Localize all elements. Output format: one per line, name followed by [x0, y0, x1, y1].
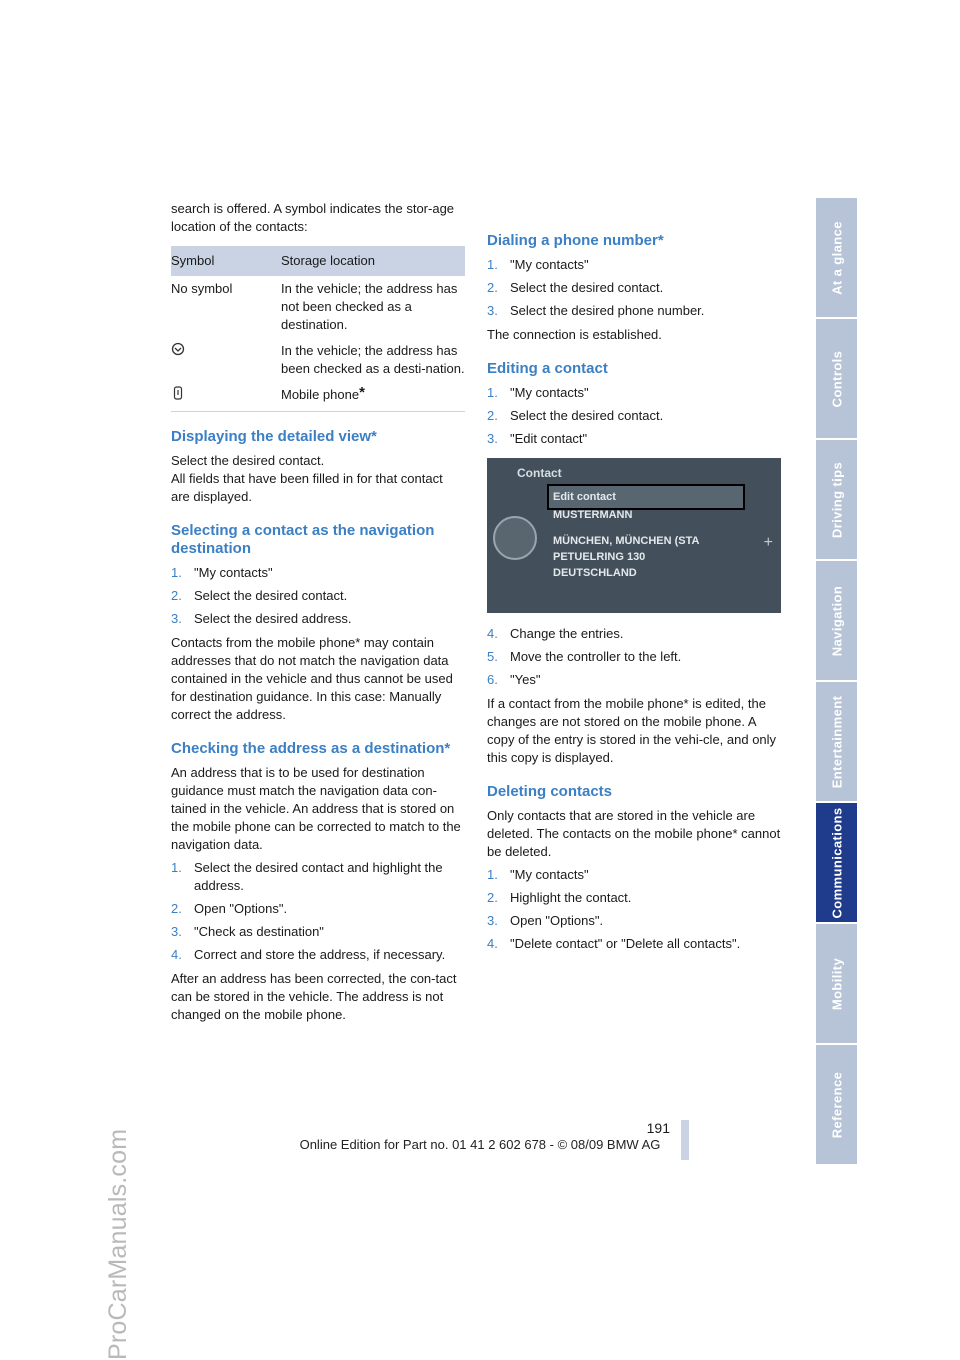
symbol-cell: No symbol [171, 281, 233, 296]
check-note: After an address has been corrected, the con-tact can be stored in the vehicle. The address is not changed on the mobile phone. [171, 971, 457, 1022]
heading-navigation-destination: Selecting a contact as the navigation destination [171, 522, 435, 557]
plus-icon: + [763, 534, 773, 551]
dial-steps [487, 256, 781, 320]
edit-contact-item[interactable]: Edit contact [547, 484, 745, 510]
chapter-tabs [816, 198, 857, 1166]
tab-controls[interactable]: Controls [816, 319, 857, 438]
intro-text: search is offered. A symbol indicates the stor-age location of the contacts: [171, 201, 455, 234]
delete-steps [487, 866, 781, 953]
tab-entertainment[interactable]: Entertainment [816, 682, 857, 801]
list-item: 6. "Yes" [487, 672, 541, 687]
tab-mobility[interactable]: Mobility [816, 924, 857, 1043]
heading-dialing: Dialing a phone number* [487, 232, 664, 249]
edit-steps [487, 384, 781, 448]
check-steps [171, 859, 465, 964]
symbol-cell [171, 382, 281, 412]
location-cell: In the vehicle; the address has been checked as a desti-nation. [281, 343, 465, 376]
tab-communications[interactable]: Communications [816, 803, 857, 922]
table-row [171, 382, 465, 412]
heading-editing: Editing a contact [487, 360, 608, 377]
detail-line: All fields that have been filled in for that contact are displayed. [171, 471, 443, 504]
left-column [171, 200, 465, 1029]
table-header-symbol: Symbol [171, 246, 281, 276]
list-item: 3. Open "Options". [487, 913, 604, 928]
list-item: 1. "My contacts" [171, 565, 273, 580]
list-item: 2. Select the desired contact. [171, 588, 348, 603]
list-item: 2. Select the desired contact. [487, 280, 664, 295]
list-item: 2. Select the desired contact. [487, 408, 664, 423]
address-line-item[interactable]: DEUTSCHLAND [553, 567, 637, 579]
address-line-item[interactable]: MÜNCHEN, MÜNCHEN (STA [553, 535, 700, 547]
table-row [171, 276, 465, 338]
mobile-phone-icon [171, 388, 185, 403]
list-item: 4. Change the entries. [487, 626, 624, 641]
list-item: 1. Select the desired contact and highlight the address. [171, 860, 443, 893]
nav-steps [171, 564, 465, 628]
watermark: ProCarManuals.com [104, 1128, 132, 1360]
footer-text: Online Edition for Part no. 01 41 2 602 678 - © 08/09 BMW AG [299, 1137, 661, 1152]
address-line-item[interactable]: PETUELRING 130 [553, 551, 646, 563]
idrive-screen [487, 458, 781, 613]
delete-intro: Only contacts that are stored in the vehicle are deleted. The contacts on the mobile phone* cannot be deleted. [487, 808, 781, 859]
heading-detailed-view: Displaying the detailed view* [171, 428, 377, 445]
detail-line: Select the desired contact. [171, 453, 325, 468]
list-item: 2. Highlight the contact. [487, 890, 632, 905]
list-item: 2. Open "Options". [171, 901, 288, 916]
nav-note: Contacts from the mobile phone* may contain addresses that do not match the navigation data contained in the vehicle and thus cannot be used for destination guidance. In this case: Manually correct the address. [171, 635, 453, 722]
contact-name-item[interactable]: MUSTERMANN [553, 509, 633, 521]
edit-steps-continued [487, 625, 781, 689]
controller-icon [493, 516, 537, 560]
symbol-table [171, 246, 465, 412]
checked-destination-icon [171, 344, 185, 359]
list-item: 1. "My contacts" [487, 257, 589, 272]
tab-at-a-glance[interactable]: At a glance [816, 198, 857, 317]
location-cell: In the vehicle; the address has not been checked as a destination. [281, 281, 458, 332]
edit-note: If a contact from the mobile phone* is edited, the changes are not stored on the mobile phone. A copy of the entry is stored in the vehi-cle, and only this copy is displayed. [487, 696, 777, 765]
list-item: 1. "My contacts" [487, 385, 589, 400]
table-row [171, 338, 465, 382]
list-item: 3. "Check as destination" [171, 924, 324, 939]
heading-deleting: Deleting contacts [487, 783, 613, 800]
page-number: 191 [646, 1120, 670, 1136]
check-intro: An address that is to be used for destination guidance must match the navigation data con-tained in the vehicle. An address that is stored on the mobile phone can be corrected to match to the navigation data. [171, 765, 461, 852]
location-cell: Mobile phone* [281, 382, 465, 412]
list-item: 4. "Delete contact" or "Delete all contacts". [487, 936, 741, 951]
list-item: 1. "My contacts" [487, 867, 589, 882]
dial-note: The connection is established. [487, 327, 662, 342]
list-item: 4. Correct and store the address, if necessary. [171, 947, 446, 962]
list-item: 3. Select the desired address. [171, 611, 352, 626]
tab-navigation[interactable]: Navigation [816, 561, 857, 680]
right-column [487, 200, 781, 959]
heading-check-destination: Checking the address as a destination* [171, 740, 451, 757]
table-header-location: Storage location [281, 246, 465, 276]
tab-reference[interactable]: Reference [816, 1045, 857, 1164]
screen-title: Contact [517, 466, 562, 480]
list-item: 3. Select the desired phone number. [487, 303, 705, 318]
list-item: 5. Move the controller to the left. [487, 649, 682, 664]
list-item: 3. "Edit contact" [487, 431, 588, 446]
tab-driving-tips[interactable]: Driving tips [816, 440, 857, 559]
symbol-cell [171, 338, 281, 382]
